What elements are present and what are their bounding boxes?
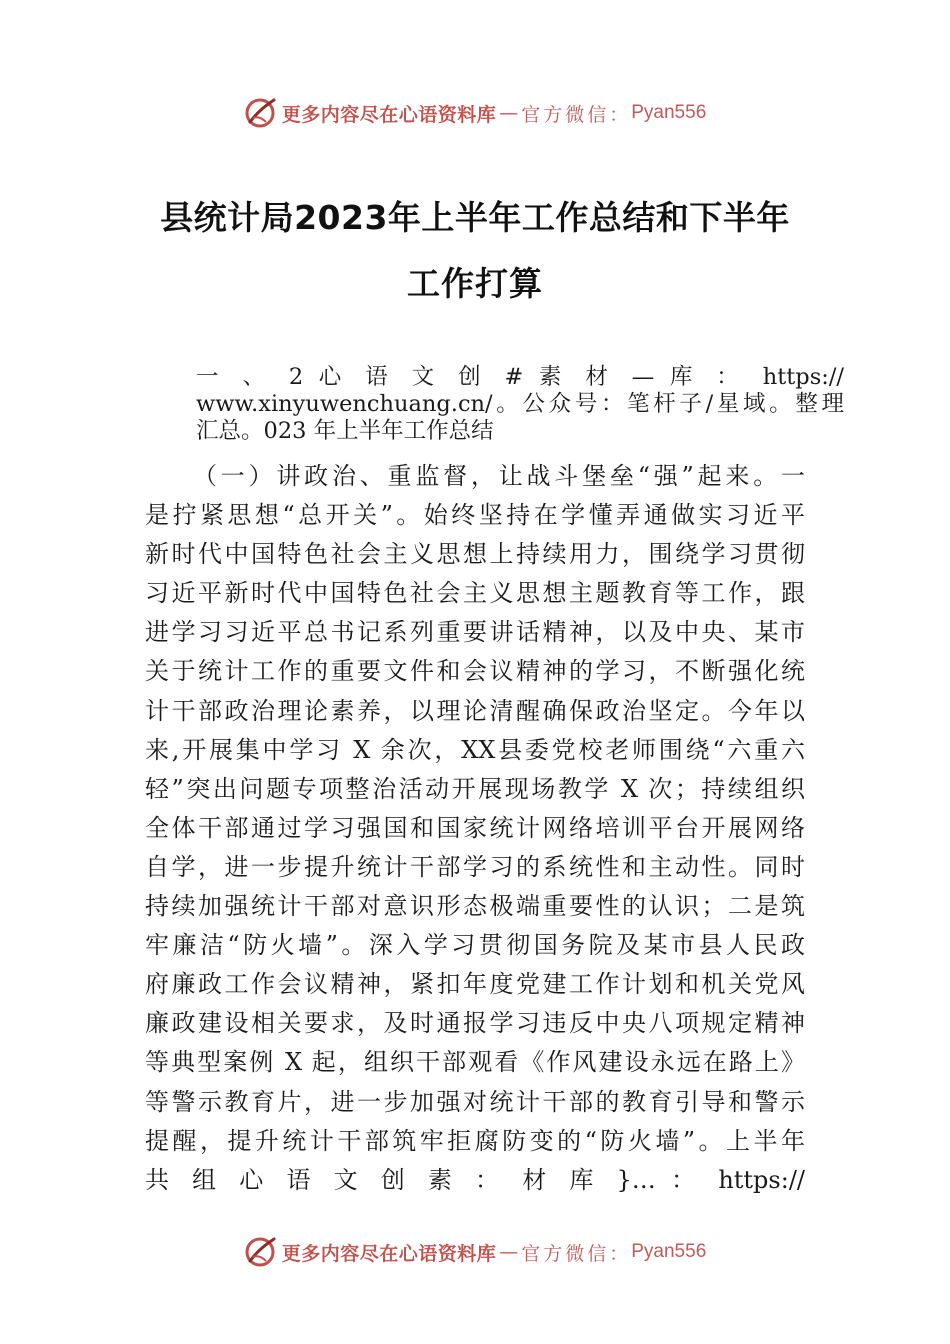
- intro-paragraph: [196, 364, 844, 445]
- body-line: 来,开展集中学习 X 余次，XX县委党校老师围绕“六重六: [145, 735, 805, 764]
- brush-logo-icon: [244, 1235, 278, 1269]
- body-line: 廉政建设相关要求，及时通报学习违反中央八项规定精神: [145, 1009, 805, 1038]
- body-line: 进学习习近平总书记系列重要讲话精神，以及中央、某市: [145, 618, 805, 647]
- header-banner: [0, 96, 950, 130]
- document-title-line-1: 县统计局2023年上半年工作总结和下半年: [160, 198, 790, 237]
- body-line: 府廉政工作会议精神，紧扣年度党建工作计划和机关党风: [145, 970, 805, 999]
- body-line: 持续加强统计干部对意识形态极端重要性的认识；二是筑: [145, 892, 805, 921]
- body-line: 等典型案例 X 起，组织干部观看《作风建设永远在路上》: [145, 1048, 805, 1077]
- banner-brand-text: 更多内容尽在心语资料库: [281, 1242, 497, 1265]
- document-title-line-2: 工作打算: [407, 264, 543, 303]
- body-line: 关于统计工作的重要文件和会议精神的学习，不断强化统: [145, 657, 805, 686]
- banner-brand-text: 更多内容尽在心语资料库: [281, 103, 497, 126]
- body-line: 新时代中国特色社会主义思想上持续用力，围绕学习贯彻: [145, 540, 805, 569]
- body-line: 牢廉洁“防火墙”。深入学习贯彻国务院及某市县人民政: [145, 931, 805, 960]
- body-line: 计干部政治理论素养，以理论清醒确保政治坚定。今年以: [145, 696, 805, 725]
- body-line: 习近平新时代中国特色社会主义思想主题教育等工作，跟: [145, 579, 805, 608]
- banner-separator: —: [499, 102, 519, 124]
- body-line: 共 组 心 语 文 创 素 ： 材 库 }… ： https://: [145, 1165, 805, 1194]
- banner-wechat-id: Pyan556: [631, 102, 707, 123]
- body-line: 轻”突出问题专项整治活动开展现场教学 X 次；持续组织: [145, 774, 805, 803]
- banner-wechat-label: 官方微信：: [521, 1242, 632, 1265]
- banner-wechat-id: Pyan556: [631, 1241, 707, 1262]
- body-line: 自学，进一步提升统计干部学习的系统性和主动性。同时: [145, 852, 805, 881]
- body-line: 等警示教育片，进一步加强对统计干部的教育引导和警示: [145, 1087, 805, 1116]
- footer-banner: [0, 1235, 950, 1269]
- body-line: 提醒，提升统计干部筑牢拒腐防变的“防火墙”。上半年: [145, 1126, 805, 1155]
- body-paragraph: [145, 457, 805, 1200]
- banner-separator: —: [499, 1241, 519, 1263]
- body-line: （一）讲政治、重监督，让战斗堡垒“强”起来。一: [193, 462, 805, 490]
- banner-wechat-label: 官方微信：: [521, 103, 632, 126]
- body-line: 是拧紧思想“总开关”。始终坚持在学懂弄通做实习近平: [145, 501, 805, 530]
- brush-logo-icon: [244, 96, 278, 130]
- intro-line: www.xinyuwenchuang.cn/。公众号：笔杆子/星域。整理: [196, 391, 844, 417]
- intro-line: 一 、 2 心 语 文 创 # 素 材 — 库 ： https://: [196, 364, 844, 390]
- intro-line: 汇总。023 年上半年工作总结: [196, 418, 494, 444]
- body-line: 全体干部通过学习强国和国家统计网络培训平台开展网络: [145, 813, 805, 842]
